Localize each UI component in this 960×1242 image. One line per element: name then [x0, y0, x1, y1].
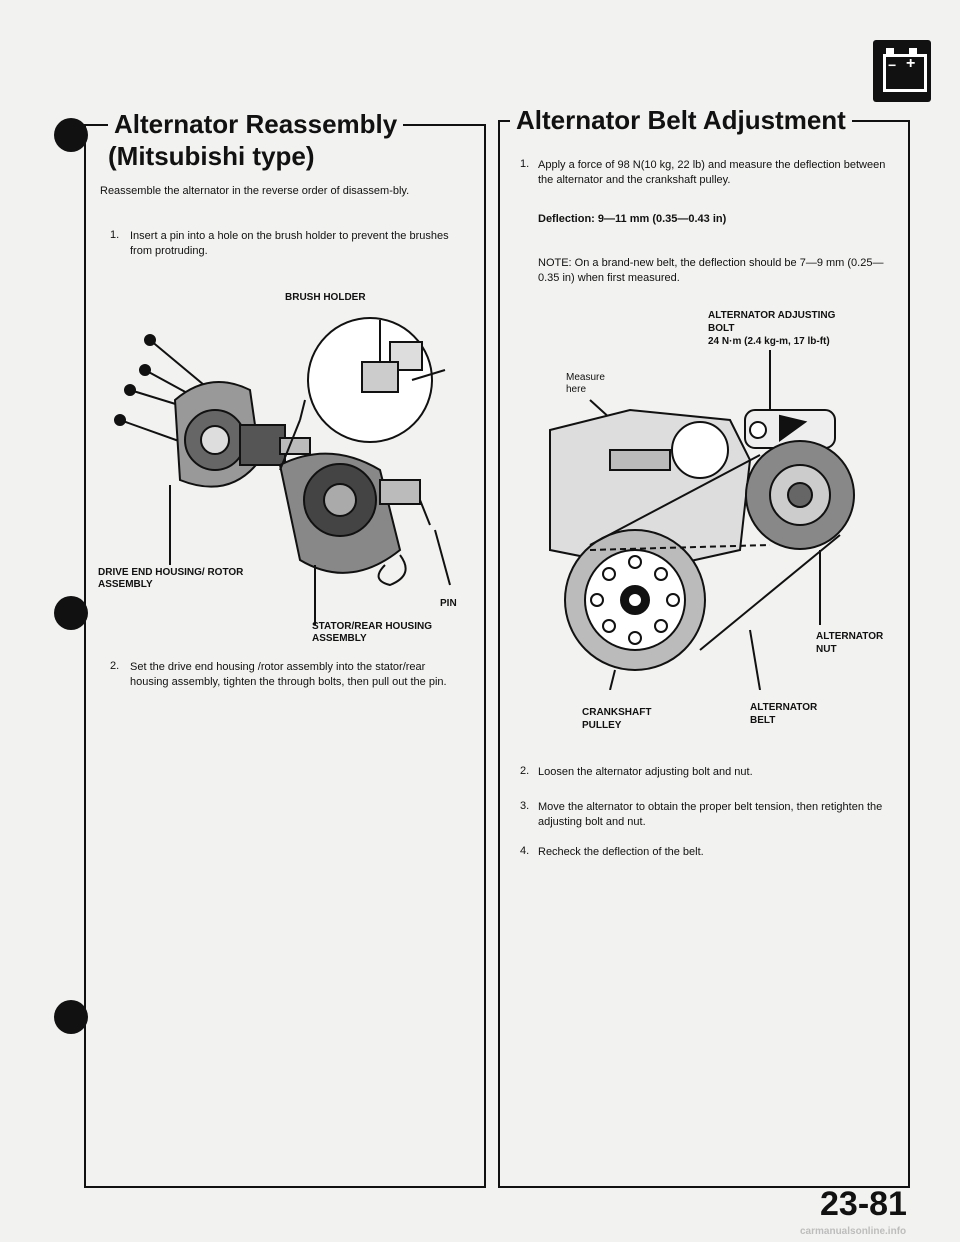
label-pin: PIN — [440, 598, 457, 609]
label-measure-2: here — [566, 384, 587, 395]
right-step4: Recheck the deflection of the belt. — [538, 846, 704, 858]
right-step1-num: 1. — [520, 158, 530, 170]
left-step1: Insert a pin into a hole on the brush holder to prevent the brushes from protruding. — [130, 230, 449, 257]
left-step2: Set the drive end housing /rotor assembly into the stator/rear housing assembly, tighten the through bolts, then pull out the pin. — [130, 661, 447, 688]
right-step1: Apply a force of 98 N(10 kg, 22 lb) and measure the deflection between the alternator and the crankshaft pulley. — [538, 159, 886, 186]
battery-minus: − — [888, 57, 897, 73]
left-step1-num: 1. — [110, 229, 120, 241]
label-alt-belt-2: BELT — [750, 715, 776, 726]
right-step3: Move the alternator to obtain the proper belt tension, then retighten the adjusting bolt and nut. — [538, 801, 883, 828]
right-step4-num: 4. — [520, 845, 530, 857]
label-alt-nut-2: NUT — [816, 644, 837, 655]
title-rule — [84, 124, 104, 126]
deflection-spec: Deflection: 9—11 mm (0.35—0.43 in) — [538, 213, 727, 225]
battery-icon — [873, 40, 931, 102]
label-stator-rear-housing: STATOR/REAR HOUSING ASSEMBLY — [312, 621, 433, 644]
binder-hole — [54, 118, 88, 152]
label-adj-bolt-1: ALTERNATOR ADJUSTING — [708, 310, 836, 321]
label-adj-bolt-3: 24 N·m (2.4 kg-m, 17 lb-ft) — [708, 336, 830, 347]
label-crank-2: PULLEY — [582, 720, 622, 731]
right-step2: Loosen the alternator adjusting bolt and nut. — [538, 766, 753, 778]
label-drive-end-housing: DRIVE END HOUSING/ ROTOR ASSEMBLY — [98, 567, 244, 590]
label-adj-bolt-2: BOLT — [708, 323, 735, 334]
battery-plus: + — [906, 55, 916, 72]
binder-hole — [54, 596, 88, 630]
page-number: 23-81 — [820, 1185, 907, 1223]
label-alt-belt-1: ALTERNATOR — [750, 702, 818, 713]
right-step3-num: 3. — [520, 800, 530, 812]
left-intro: Reassemble the alternator in the reverse order of disassem-bly. — [100, 185, 410, 197]
right-title: Alternator Belt Adjustment — [510, 105, 852, 136]
binder-hole — [54, 1000, 88, 1034]
left-step2-num: 2. — [110, 660, 120, 672]
label-crank-1: CRANKSHAFT — [582, 707, 652, 718]
label-alt-nut-1: ALTERNATOR — [816, 631, 884, 642]
left-title-2: (Mitsubishi type) — [100, 141, 321, 172]
note-text: NOTE: On a brand-new belt, the deflection should be 7—9 mm (0.25—0.35 in) when first measured. — [538, 257, 884, 284]
left-title-1: Alternator Reassembly — [108, 109, 403, 140]
label-measure-1: Measure — [566, 372, 605, 383]
left-panel — [84, 124, 486, 1188]
label-brush-holder: BRUSH HOLDER — [285, 292, 366, 303]
watermark: carmanualsonline.info — [800, 1226, 907, 1237]
right-step2-num: 2. — [520, 765, 530, 777]
